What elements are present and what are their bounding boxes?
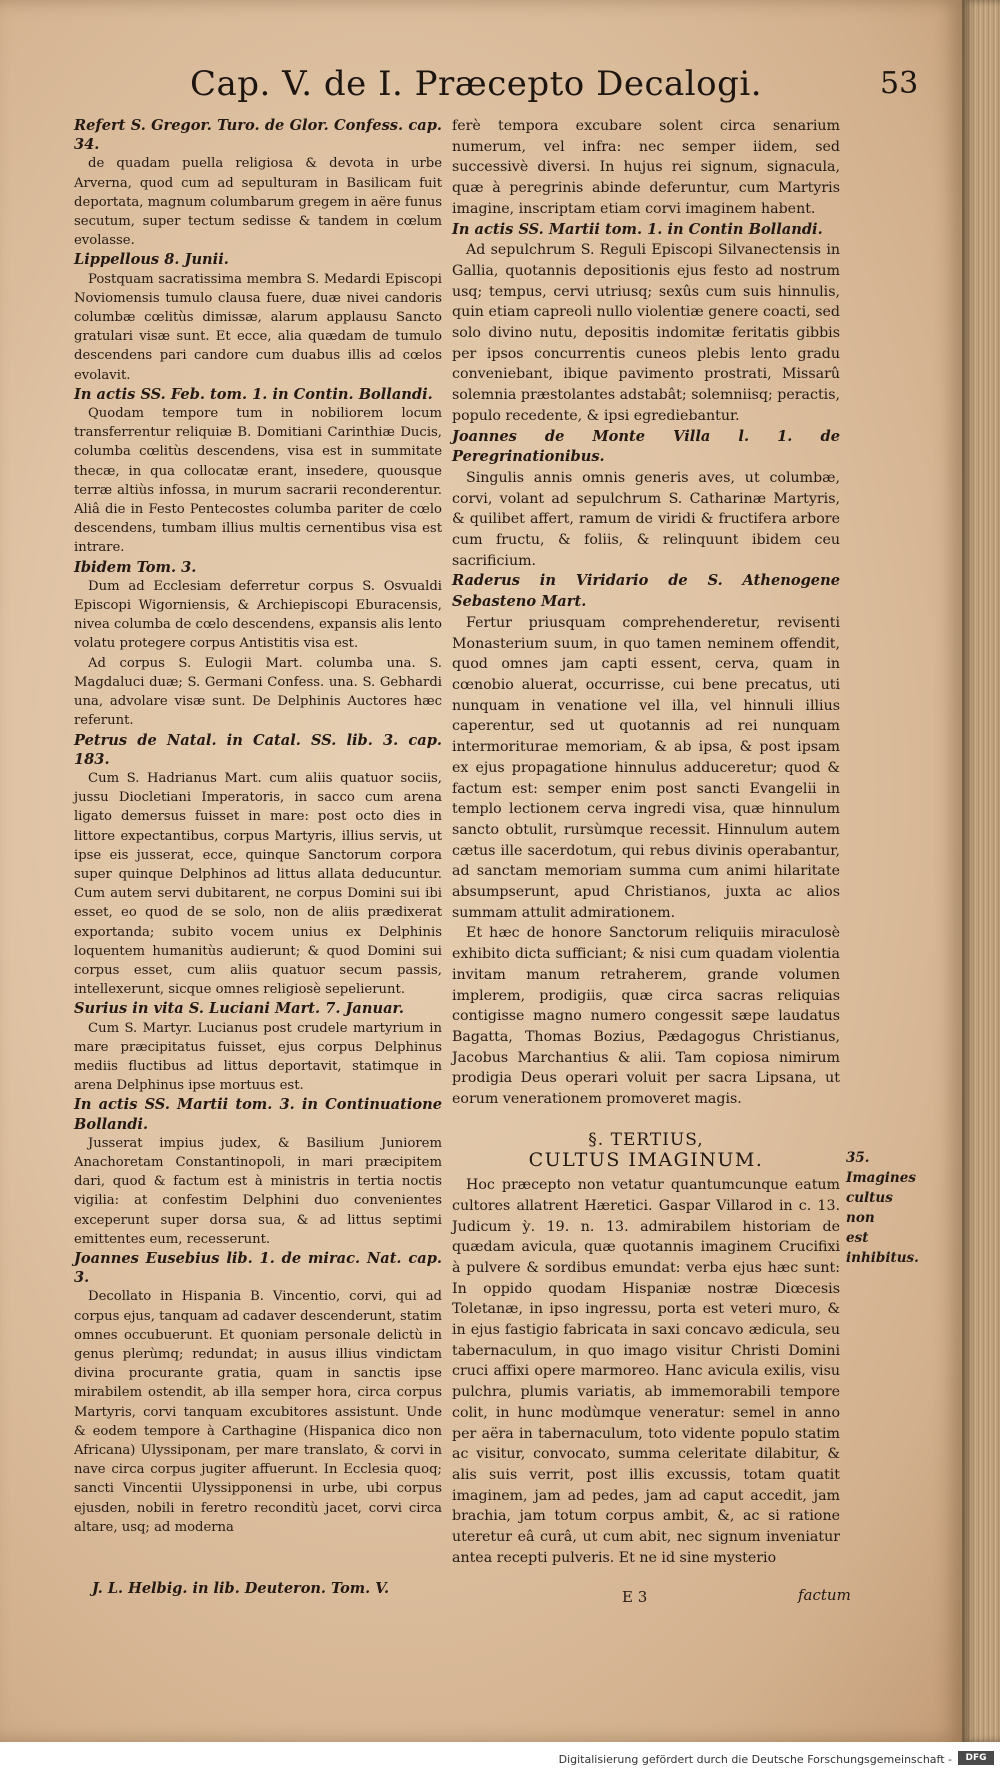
paragraph: Cum S. Hadrianus Mart. cum aliis quatuor sociis, jussu Diocletiani Imperatoris, in sacco cum arena ligato demersus fuisset in mare: post octo dies in littore expectantibus, corpus Martyris, illius servis, ut ipse eis jusserat, ecce, quinque Sanctorum corpora super quinque Delphinos ad littus allata deducuntur. Cum autem servi dubitarent, ne corpus Domini sui ibi esset, eo quod de se solo, non de aliis prædixerat exportanda; subito vocem unius ex Delphinis loquentem humanitùs audierunt; & quod Domini sui corpus esset, cum aliis quatuor secum passis, intellexerunt, sicque omnes religiosè sepelierunt. [74, 770, 442, 998]
paragraph: Dum ad Ecclesiam deferretur corpus S. Osvualdi Episcopi Wigorniensis, & Archiepiscopi Eburacensis, nivea columba de cœlo descendens, expansis alis lento volatu protegere corpus Antistitis visa est. [74, 578, 442, 652]
paragraph: Quodam tempore tum in nobiliorem locum transferrentur reliquiæ B. Domitiani Carinthiæ Ducis, columba cœlitùs descendens, visa est in summitate thecæ, in qua collocatæ erant, insedere, quousque terræ altiùs infossa, in murum sacrarii reconderentur. Aliâ die in Festo Pentecostes columba pariter de cœlo descendens, tumbam illius multis cernentibus visa est intrare. [74, 406, 442, 556]
bottom-left-note: J. L. Helbig. in lib. Deuteron. Tom. V. [92, 1580, 390, 1597]
left-column [74, 116, 442, 1537]
section-number: §. TERTIUS, [588, 1129, 704, 1150]
source-citation: Joannes de Monte Villa l. 1. de Peregrinationibus. [452, 427, 840, 466]
paragraph: Fertur priusquam comprehenderetur, revisenti Monasterium suum, in quo tamen neminem offendit, quod omnes jam capti essent, cerva, quam in cœnobio aluerat, occurrisse, cui bene precatus, uti nunquam in venatione vel illa, vel hinnuli illius caperentur, sed ut quotannis ad rei nunquam intermoriturae memoriam, & ab ipsa, & post ipsam ex ejus propagatione hinnulus adduceretur; quod & factum est: semper enim post sancti Evangelii in templo lectionem cerva ingredi visa, quæ hinnulum sancto obtulit, rursùmque recessit. Hinnulum autem cætus ille sacerdotum, qui rebus divinis operabantur, ad sanctam memoriam summa cum animi hilaritate absumpserunt, apud Christianos, juxta ac alios summam attulit admirationem. [452, 614, 840, 921]
paragraph: Ad corpus S. Eulogii Mart. columba una. S. Magdaluci duæ; S. Germani Confess. una. S. Gebhardi una, advolare visæ sunt. De Delphinis Auctores hæc referunt. [74, 655, 442, 729]
paragraph: Jusserat impius judex, & Basilium Juniorem Anachoretam Constantinopoli, in mari præcipitem dari, quod & factum est à ministris in tertia noctis vigilia: at confestim Delphini duo convenientes exceperunt super dorsa sua, & ad littus septimi emittentes eum, recesserunt. [74, 1135, 442, 1247]
source-citation: Lippellous 8. Junii. [74, 251, 229, 269]
paragraph: Et hæc de honore Sanctorum reliquiis miraculosè exhibito dicta sufficiant; & nisi cum quadam violentia invitam manum retraherem, grande volumen implerem, prodigiis, quæ circa sacras reliquias contigisse magno numero congessit sæpe laudatus Bagatta, Thomas Bozius, Pædagogus Christianus, Jacobus Marchantius & alii. Tam copiosa nimirum prodigia Deus operari voluit per sacra Lipsana, ut eorum venerationem promoveret magis. [452, 925, 840, 1108]
margin-note-text: Imagines cultus non est inhibitus. [846, 1170, 919, 1266]
page-number: 53 [880, 66, 919, 101]
paragraph: ferè tempora excubare solent circa senarium numerum, vel infra: nec semper iidem, sed successivè diversi. In hujus rei signum, signacula, quæ à peregrinis abinde deferuntur, cum Martyris imagine, inscriptam etiam corvi imaginem habent. [452, 118, 840, 217]
margin-note [846, 1148, 919, 1268]
paragraph: Decollato in Hispania B. Vincentio, corvi, qui ad corpus ejus, tanquam ad cadaver descenderunt, statim omnes occubuerunt. Et quoniam personale delictù in genus plerùmq; redundat; in ausus illius vindictam divina procurante gratia, quam in sanctis ipse mirabilem ostendit, ab illa semper hora, circa corpus Martyris, corvi tanquam excubitores assistunt. Unde & eodem tempore à Carthagine (Hispanica dico non Africana) Ulyssiponam, per mare translato, & corvi in nave circa corpus jugiter affuerunt. In Ecclesia quoq; sancti Vincentii Ulyssipponensi in urbe, ubi corpus ejusden, nobili in feretro reconditù jacet, corvi circa altare, usq; ad moderna [74, 1289, 442, 1535]
running-head: Cap. V. de I. Præcepto Decalogi. [190, 64, 763, 104]
paragraph: Singulis annis omnis generis aves, ut columbæ, corvi, volant ad sepulchrum S. Catharinæ Martyris, & quilibet affert, ramum de viridi & fructifera arbore cum fructu, & foliis, & relinquunt ibidem ceu sacrificium. [452, 469, 840, 569]
catchword: factum [798, 1586, 851, 1604]
source-citation: In actis SS. Feb. tom. 1. in Contin. Bollandi. [74, 385, 433, 403]
footer-text: Digitalisierung gefördert durch die Deutsche Forschungsgemeinschaft - [558, 1753, 952, 1766]
section-title: CULTUS IMAGINUM. [528, 1149, 764, 1172]
paragraph: Hoc præcepto non vetatur quantumcunque eatum cultores allatrent Hæretici. Gaspar Villarod in c. 13. Judicum ỳ. 19. n. 13. admirabilem historiam de quædam avicula, quæ quotannis imaginem Crucifixi à pulvere & sordibus emundat: verba ejus hæc sunt: In oppido quodam Hispaniæ nostræ Diœcesis Toletanæ, in ipso ingressu, porta est veteri muro, & in ejus fastigio fabricata in saxi concavo ædicula, seu tabernaculum, in quo imago visitur Christi Domini cruci affixi opere marmoreo. Hanc avicula exilis, visu pulchra, plumis variatis, ab immemorabili tempore colit, in hunc modùmque veneratur: semel in anno per aëra in tabernaculum, toto vidente populo statim ac visitur, convocato, summa celeritate dilabitur, & alis suis verrit, post illis excussis, totam quatit imaginem, jam ad pedes, jam ad caput accedit, jam brachia, jam totum corpus ambit, &, ac si ratione uteretur eâ curâ, ut cum abit, nec signum inveniatur antea recepti pulveris. Et ne id sine mysterio [452, 1177, 840, 1566]
source-citation: Refert S. Gregor. Turo. de Glor. Confess. cap. 34. [74, 117, 442, 154]
paragraph: de quadam puella religiosa & devota in urbe Arverna, quod cum ad sepulturam in Basilicam fuit deportata, magnum columbarum gregem in aëre funus secutum, super tectum sedisse & tandem in cœlum evolasse. [74, 156, 442, 249]
source-citation: Raderus in Viridario de S. Athenogene Sebasteno Mart. [452, 572, 840, 611]
page-edges [962, 0, 1000, 1742]
dfg-logo: DFG [958, 1751, 994, 1765]
margin-note-number: 35. [846, 1150, 870, 1166]
paragraph: Ad sepulchrum S. Reguli Episcopi Silvanectensis in Gallia, quotannis depositionis ejus festo ad nostrum usq; tempus, cervi utriusq; sexûs cum suis hinnulis, quin etiam capreoli nullo violentiæ genere coacti, sed solo divino nutu, depositis indomitæ feritatis gibbis per ipsos concurrentis cuneos plebis lento gradu conveniebant, ibique pavimento prostrati, Missarû solemnia præstolantes adstabât; solemniisq; peractis, populo recedente, & ipsi egrediebantur. [452, 242, 840, 424]
source-citation: Joannes Eusebius lib. 1. de mirac. Nat. cap. 3. [74, 1249, 442, 1287]
source-citation: In actis SS. Martii tom. 1. in Contin Bollandi. [452, 220, 823, 238]
source-citation: Surius in vita S. Luciani Mart. 7. Januar. [74, 1000, 404, 1018]
source-citation: In actis SS. Martii tom. 3. in Continuatione Bollandi. [74, 1096, 442, 1133]
paragraph: Postquam sacratissima membra S. Medardi Episcopi Noviomensis tumulo clausa fuere, duæ nivei candoris columbæ cœlitùs dimissæ, alarum applausu Sancto gratulari visæ sunt. Et ecce, alia quædam de tumulo descendens pari candore cum duabus illis ad cœlos evolavit. [74, 271, 442, 383]
paragraph: Cum S. Martyr. Lucianus post crudele martyrium in mare præcipitatus fuisset, ejus corpus Delphinus mediis fluctibus ad littus deportavit, statimque in arena Delphinus ipse mortuus est. [74, 1020, 442, 1094]
digitization-footer [0, 1742, 1000, 1776]
source-citation: Ibidem Tom. 3. [74, 558, 197, 576]
source-citation: Petrus de Natal. in Catal. SS. lib. 3. cap. 183. [74, 731, 442, 768]
signature-mark: E 3 [622, 1588, 648, 1606]
right-column [452, 116, 840, 1569]
